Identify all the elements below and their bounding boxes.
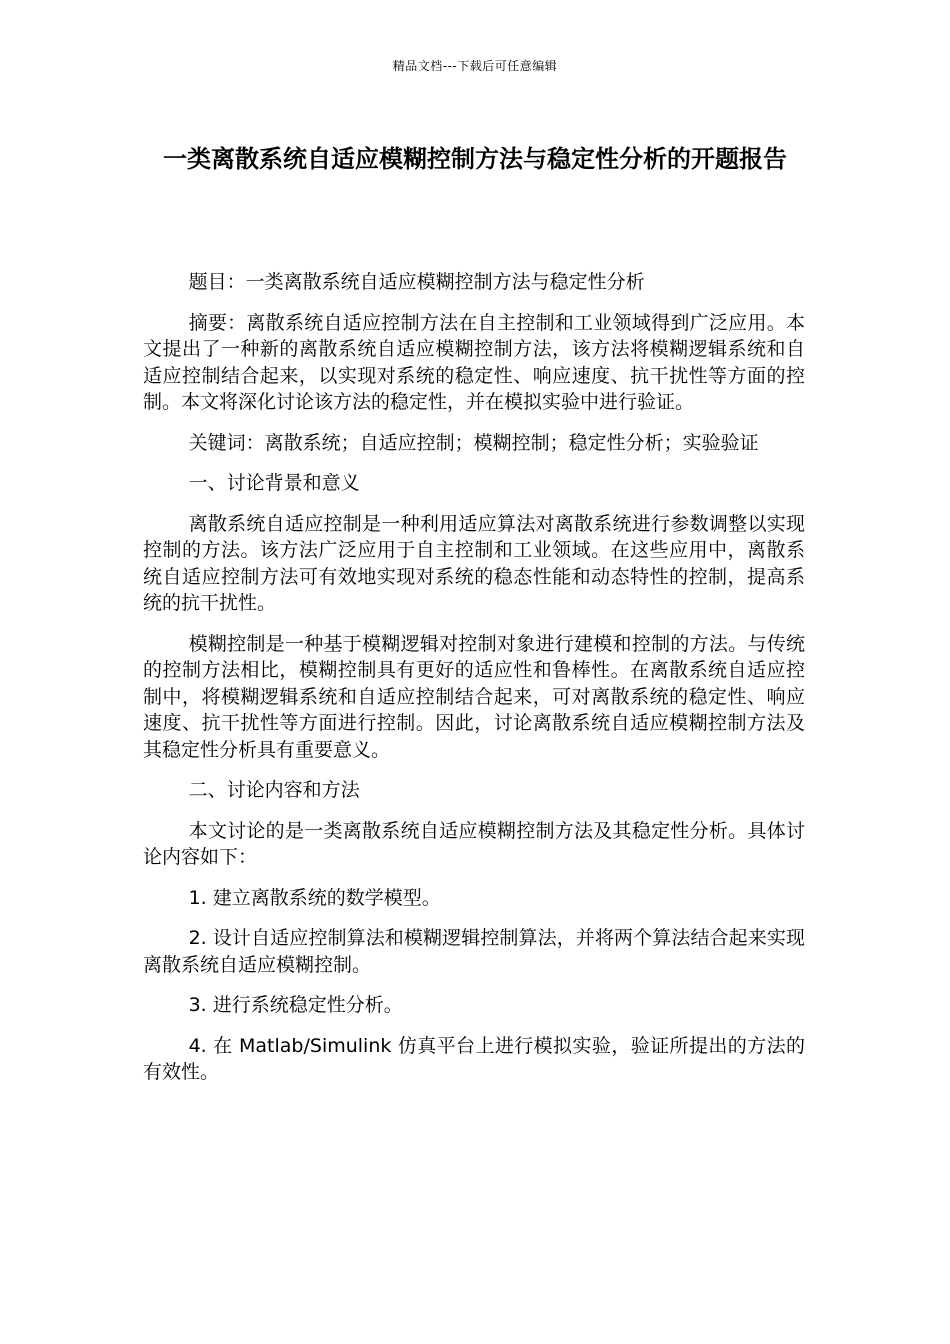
abstract-paragraph: 摘要：离散系统自适应控制方法在自主控制和工业领域得到广泛应用。本文提出了一种新的离散系统自适应模糊控制方法，该方法将模糊逻辑系统和自适应控制结合起来，以实现对系统的稳定性、响应速度、抗干扰性等方面的控制。本文将深化讨论该方法的稳定性，并在模拟实验中进行验证。 bbox=[143, 311, 805, 413]
list-item: 3. 进行系统稳定性分析。 bbox=[188, 994, 403, 1016]
body-paragraph: 本文讨论的是一类离散系统自适应模糊控制方法及其稳定性分析。具体讨论内容如下： bbox=[143, 819, 805, 868]
keywords-paragraph: 关键词：离散系统；自适应控制；模糊控制；稳定性分析；实验验证 bbox=[188, 431, 759, 454]
list-item: 1. 建立离散系统的数学模型。 bbox=[188, 886, 441, 909]
section-heading-background: 一、讨论背景和意义 bbox=[188, 472, 360, 494]
list-item: 2. 设计自适应控制算法和模糊逻辑控制算法，并将两个算法结合起来实现离散系统自适应模糊控制。 bbox=[143, 927, 805, 976]
topic-paragraph: 题目：一类离散系统自适应模糊控制方法与稳定性分析 bbox=[188, 271, 645, 293]
list-item: 4. 在 Matlab/Simulink 仿真平台上进行模拟实验，验证所提出的方法的有效性。 bbox=[143, 1034, 805, 1083]
body-paragraph: 离散系统自适应控制是一种利用适应算法对离散系统进行参数调整以实现控制的方法。该方法广泛应用于自主控制和工业领域。在这些应用中，离散系统自适应控制方法可有效地实现对系统的稳态性能和动态特性的控制，提高系统的抗干扰性。 bbox=[143, 512, 805, 614]
page-header-note: 精品文档---下载后可任意编辑 bbox=[392, 59, 558, 73]
document-body bbox=[143, 269, 805, 1100]
document-title: 一类离散系统自适应模糊控制方法与稳定性分析的开题报告 bbox=[163, 145, 787, 173]
section-heading-content: 二、讨论内容和方法 bbox=[188, 779, 360, 801]
body-paragraph: 模糊控制是一种基于模糊逻辑对控制对象进行建模和控制的方法。与传统的控制方法相比，模糊控制具有更好的适应性和鲁棒性。在离散系统自适应控制中，将模糊逻辑系统和自适应控制结合起来，可对离散系统的稳定性、响应速度、抗干扰性等方面进行控制。因此，讨论离散系统自适应模糊控制方法及其稳定性分析具有重要意义。 bbox=[143, 632, 805, 761]
